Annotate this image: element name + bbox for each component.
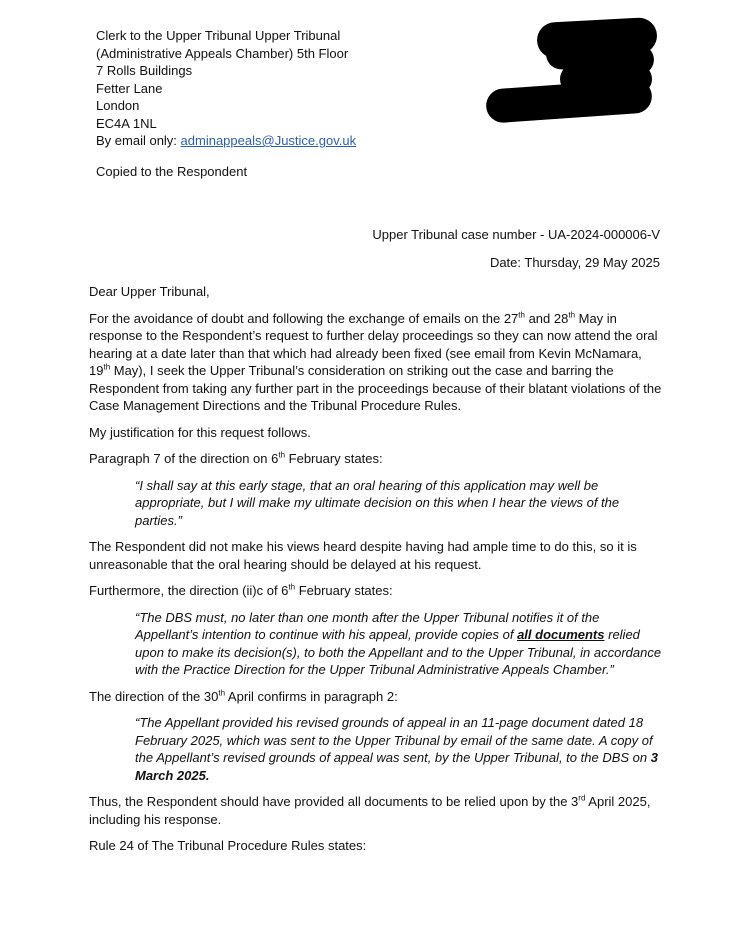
salutation: Dear Upper Tribunal, bbox=[89, 284, 210, 299]
address-line: (Administrative Appeals Chamber) 5th Floor bbox=[96, 45, 349, 61]
paragraph-direction-30-april bbox=[89, 688, 665, 706]
emphasis: 3 March 2025. bbox=[135, 750, 658, 783]
superscript: th bbox=[288, 582, 296, 592]
address-line: Fetter Lane bbox=[96, 80, 163, 96]
copied-note: Copied to the Respondent bbox=[96, 164, 248, 179]
text-run: The direction of the 30 bbox=[89, 688, 219, 704]
superscript: th bbox=[103, 362, 111, 372]
emphasis: all documents bbox=[517, 627, 605, 642]
address-line: Clerk to the Upper Tribunal Upper Tribunal bbox=[96, 28, 341, 43]
superscript: th bbox=[568, 310, 576, 320]
superscript: th bbox=[218, 688, 226, 698]
paragraph-deadline bbox=[89, 793, 665, 828]
quote-oral-hearing: “I shall say at this early stage, that an oral hearing of this application may well be appropriate, but I will make my ultimate decision on this when I hear the views of the parties.” bbox=[135, 477, 620, 528]
address-line: London bbox=[96, 98, 140, 113]
quote-revised-grounds bbox=[135, 714, 665, 784]
text-run: and 28 bbox=[524, 310, 569, 326]
text-run: “The DBS must, no later than one month after the Upper Tribunal notifies it of the Appellant’s intention to continue with his appeal, provide copies of bbox=[135, 609, 600, 642]
email-link[interactable]: adminappeals@Justice.gov.uk bbox=[180, 133, 357, 148]
address-line: 7 Rolls Buildings bbox=[96, 63, 193, 78]
paragraph-rule-24: Rule 24 of The Tribunal Procedure Rules states: bbox=[89, 838, 367, 853]
email-prefix: By email only: bbox=[96, 133, 181, 148]
superscript: rd bbox=[578, 793, 586, 803]
email-line bbox=[96, 132, 356, 150]
paragraph-direction-iic bbox=[89, 582, 665, 600]
address-line: EC4A 1NL bbox=[96, 115, 157, 131]
redaction-mark bbox=[485, 78, 653, 123]
case-number: Upper Tribunal case number - UA-2024-000006-V bbox=[372, 227, 660, 242]
text-run: relied upon to make its decision(s), to both the Appellant and to the Upper Tribunal, in accordance with the Practice Direction for the Upper Tribunal Administrative Appeals Chamber.” bbox=[135, 627, 662, 677]
superscript: th bbox=[518, 310, 525, 320]
text-run: February states: bbox=[285, 451, 383, 466]
text-run: “The Appellant provided his revised grounds of appeal in an 11-page document dated 18 February 2025, which was sent to the Upper Tribunal by email of the same date. A copy of the Appellant’s revised grounds of appeal was sent, by the Upper Tribunal, to the DBS on bbox=[135, 715, 653, 765]
text-run: May), I seek the Upper Tribunal’s consideration on striking out the case and barring the Respondent from taking any further part in the proceedings because of their blatant violations of the Case Management Directions and the Tribunal Procedure Rules. bbox=[89, 363, 662, 413]
paragraph-justification: My justification for this request follows. bbox=[89, 424, 311, 440]
text-run: Paragraph 7 of the direction on 6 bbox=[89, 451, 279, 466]
quote-dbs-documents bbox=[135, 609, 665, 679]
letter-body bbox=[89, 283, 665, 864]
text-run: April confirms in paragraph 2: bbox=[225, 688, 398, 704]
text-run: For the avoidance of doubt and following the exchange of emails on the 27 bbox=[89, 310, 519, 326]
recipient-address bbox=[96, 27, 356, 150]
superscript: th bbox=[278, 450, 286, 460]
paragraph-direction-7 bbox=[89, 450, 665, 468]
text-run: Furthermore, the direction (ii)c of 6 bbox=[89, 583, 289, 598]
paragraph-views: The Respondent did not make his views heard despite having had ample time to do this, so it is unreasonable that the oral hearing should be delayed at his request. bbox=[89, 539, 637, 572]
text-run: February states: bbox=[295, 583, 393, 598]
text-run: April 2025, including his response. bbox=[89, 794, 651, 827]
text-run: Thus, the Respondent should have provided all documents to be relied upon by the 3 bbox=[89, 794, 579, 809]
letter-date: Date: Thursday, 29 May 2025 bbox=[489, 255, 660, 270]
text-run: May in response to the Respondent’s request to further delay proceedings so they can now attend the oral hearing at a date later than that which had already been fixed (see email from Kevin McNamara, 19 bbox=[89, 310, 658, 378]
paragraph-request bbox=[89, 310, 665, 415]
